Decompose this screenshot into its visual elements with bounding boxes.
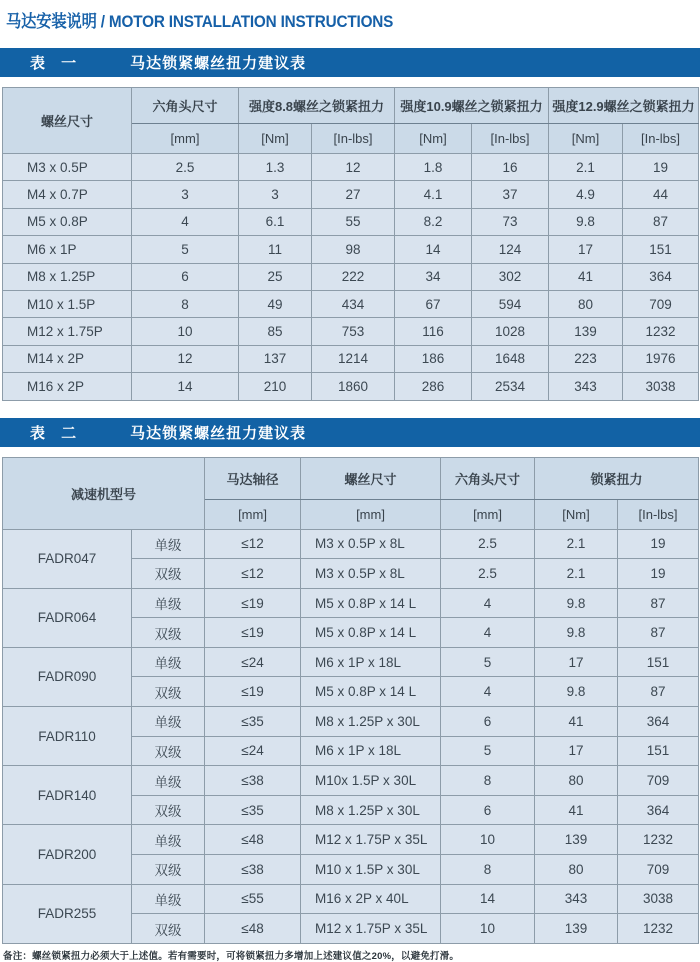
- table1-cell-nm88: 85: [239, 318, 312, 345]
- table1-unit-nm-88: [Nm]: [239, 124, 312, 154]
- table1-cell-nm109: 286: [395, 373, 472, 400]
- table1-cell-nm109: 1.8: [395, 154, 472, 181]
- table1-cell-in109: 1028: [472, 318, 549, 345]
- table2-cell-nm: 17: [535, 647, 618, 677]
- table2-cell-stage: 单级: [132, 707, 205, 737]
- table1-cell-nm109: 14: [395, 236, 472, 263]
- table2-cell-screw: M5 x 0.8P x 14 L: [301, 588, 441, 618]
- table2-cell-stage: 单级: [132, 825, 205, 855]
- table2-header-torque: 锁紧扭力: [535, 457, 699, 499]
- table2-row: [3, 766, 699, 796]
- table2-row: [3, 529, 699, 559]
- table2-cell-shaft: ≤19: [205, 677, 301, 707]
- table2-cell-hex: 4: [441, 618, 535, 648]
- table1-tag: 表 一: [30, 55, 83, 72]
- table1-cell-hex: 2.5: [132, 154, 239, 181]
- table2-cell-nm: 9.8: [535, 618, 618, 648]
- table2-cell-screw: M16 x 2P x 40L: [301, 884, 441, 914]
- table1-cell-hex: 14: [132, 373, 239, 400]
- torque-recommendation-table-2: [2, 457, 699, 944]
- table2-cell-inlbs: 19: [618, 559, 699, 589]
- table2-unit-mm-shaft: [mm]: [205, 499, 301, 529]
- table2-cell-nm: 17: [535, 736, 618, 766]
- table2-cell-shaft: ≤12: [205, 559, 301, 589]
- table2-cell-hex: 5: [441, 647, 535, 677]
- table1-cell-screw: M3 x 0.5P: [3, 154, 132, 181]
- table1-cell-hex: 8: [132, 290, 239, 317]
- table2-cell-hex: 8: [441, 855, 535, 885]
- page-title: [6, 7, 700, 32]
- table1-cell-nm129: 2.1: [549, 154, 623, 181]
- table1-cell-nm109: 186: [395, 345, 472, 372]
- table1-cell-nm129: 9.8: [549, 208, 623, 235]
- table2-cell-hex: 2.5: [441, 559, 535, 589]
- table1-cell-nm109: 8.2: [395, 208, 472, 235]
- table1-cell-in129: 87: [623, 208, 699, 235]
- table1-row: [3, 345, 699, 372]
- table1-header-row-groups: [3, 88, 699, 124]
- table1-row: [3, 236, 699, 263]
- table1-cell-in109: 302: [472, 263, 549, 290]
- table2-cell-model: FADR110: [3, 707, 132, 766]
- table2-cell-stage: 双级: [132, 677, 205, 707]
- table2-cell-inlbs: 151: [618, 647, 699, 677]
- table2-cell-nm: 9.8: [535, 677, 618, 707]
- table1-cell-hex: 5: [132, 236, 239, 263]
- table2-unit-mm-hex: [mm]: [441, 499, 535, 529]
- table2-section-bar: [0, 418, 700, 447]
- torque-recommendation-table-1: [2, 87, 699, 401]
- table1-cell-in88: 222: [312, 263, 395, 290]
- page-title-text: 马达安装说明 / MOTOR INSTALLATION INSTRUCTIONS: [6, 12, 394, 31]
- table1-body: [3, 154, 699, 401]
- table1-unit-mm: [mm]: [132, 124, 239, 154]
- table2-cell-nm: 9.8: [535, 588, 618, 618]
- table1-row: [3, 154, 699, 181]
- table1-cell-in109: 124: [472, 236, 549, 263]
- table2-cell-shaft: ≤24: [205, 736, 301, 766]
- table2-cell-screw: M5 x 0.8P x 14 L: [301, 618, 441, 648]
- table2-cell-shaft: ≤19: [205, 588, 301, 618]
- table2-cell-hex: 6: [441, 795, 535, 825]
- table1-cell-in129: 19: [623, 154, 699, 181]
- table2-cell-hex: 4: [441, 677, 535, 707]
- table2-header-model: 减速机型号: [3, 457, 205, 529]
- table2-cell-screw: M10x 1.5P x 30L: [301, 766, 441, 796]
- table2-cell-inlbs: 87: [618, 677, 699, 707]
- table1-cell-screw: M6 x 1P: [3, 236, 132, 263]
- table2-tag: 表 二: [30, 424, 83, 442]
- table2-cell-hex: 8: [441, 766, 535, 796]
- table1-header-screw-size: 螺丝尺寸: [3, 88, 132, 154]
- table2-cell-hex: 2.5: [441, 529, 535, 559]
- table2-row: [3, 825, 699, 855]
- table1-cell-in109: 2534: [472, 373, 549, 400]
- table2-cell-nm: 139: [535, 914, 618, 944]
- table2-cell-model: FADR140: [3, 766, 132, 825]
- table2-cell-stage: 单级: [132, 766, 205, 796]
- table1-cell-in88: 1860: [312, 373, 395, 400]
- table2-cell-screw: M5 x 0.8P x 14 L: [301, 677, 441, 707]
- table1-cell-in109: 16: [472, 154, 549, 181]
- table2-cell-nm: 139: [535, 825, 618, 855]
- table2-cell-stage: 单级: [132, 529, 205, 559]
- table2-cell-stage: 单级: [132, 588, 205, 618]
- table1-cell-in88: 55: [312, 208, 395, 235]
- table2-cell-model: FADR255: [3, 884, 132, 943]
- table1-cell-screw: M8 x 1.25P: [3, 263, 132, 290]
- table2-cell-nm: 2.1: [535, 529, 618, 559]
- table2-cell-stage: 双级: [132, 914, 205, 944]
- table1-unit-inlbs-109: [In-lbs]: [472, 124, 549, 154]
- table1-cell-screw: M12 x 1.75P: [3, 318, 132, 345]
- table2-cell-screw: M8 x 1.25P x 30L: [301, 795, 441, 825]
- table1-unit-nm-109: [Nm]: [395, 124, 472, 154]
- table2-cell-screw: M12 x 1.75P x 35L: [301, 914, 441, 944]
- table1-caption: 马达锁紧螺丝扭力建议表: [130, 55, 307, 72]
- table1-cell-hex: 6: [132, 263, 239, 290]
- table2-cell-stage: 双级: [132, 736, 205, 766]
- table2-caption: 马达锁紧螺丝扭力建议表: [130, 424, 307, 442]
- table1-cell-nm109: 116: [395, 318, 472, 345]
- table2-cell-inlbs: 364: [618, 795, 699, 825]
- table1-cell-nm109: 67: [395, 290, 472, 317]
- table1-cell-in129: 44: [623, 181, 699, 208]
- table2-cell-screw: M3 x 0.5P x 8L: [301, 529, 441, 559]
- table1-cell-in129: 1232: [623, 318, 699, 345]
- table2-cell-inlbs: 1232: [618, 825, 699, 855]
- table2-cell-inlbs: 1232: [618, 914, 699, 944]
- table1-section-bar: [0, 48, 700, 77]
- table1-cell-in129: 364: [623, 263, 699, 290]
- table1-cell-in109: 73: [472, 208, 549, 235]
- table2-cell-stage: 双级: [132, 559, 205, 589]
- table1-cell-in129: 3038: [623, 373, 699, 400]
- table1-cell-nm88: 49: [239, 290, 312, 317]
- table2-body: [3, 529, 699, 943]
- table1-cell-screw: M5 x 0.8P: [3, 208, 132, 235]
- table1-cell-nm129: 4.9: [549, 181, 623, 208]
- table1-cell-screw: M16 x 2P: [3, 373, 132, 400]
- table1-cell-in88: 27: [312, 181, 395, 208]
- table2-cell-shaft: ≤38: [205, 855, 301, 885]
- table2-cell-nm: 41: [535, 707, 618, 737]
- table1-cell-in88: 434: [312, 290, 395, 317]
- table1-header-hex-size: 六角头尺寸: [132, 88, 239, 124]
- table2-cell-stage: 单级: [132, 884, 205, 914]
- table1-cell-hex: 12: [132, 345, 239, 372]
- table1-cell-nm109: 34: [395, 263, 472, 290]
- table2-cell-screw: M6 x 1P x 18L: [301, 736, 441, 766]
- table2-cell-screw: M6 x 1P x 18L: [301, 647, 441, 677]
- table1-cell-nm88: 137: [239, 345, 312, 372]
- table2-header-row-groups: [3, 457, 699, 499]
- table1-cell-nm88: 1.3: [239, 154, 312, 181]
- table2-cell-shaft: ≤19: [205, 618, 301, 648]
- table2-cell-shaft: ≤12: [205, 529, 301, 559]
- table2-cell-model: FADR047: [3, 529, 132, 588]
- table2-unit-inlbs: [In-lbs]: [618, 499, 699, 529]
- table2-header-hex-size: 六角头尺寸: [441, 457, 535, 499]
- table2-cell-hex: 4: [441, 588, 535, 618]
- table2-cell-shaft: ≤48: [205, 914, 301, 944]
- table2-cell-screw: M12 x 1.75P x 35L: [301, 825, 441, 855]
- table1-cell-in88: 12: [312, 154, 395, 181]
- table2-cell-hex: 5: [441, 736, 535, 766]
- table1-cell-nm129: 17: [549, 236, 623, 263]
- table2-cell-nm: 80: [535, 855, 618, 885]
- table1-row: [3, 290, 699, 317]
- table2-header-shaft: 马达轴径: [205, 457, 301, 499]
- table2-cell-inlbs: 3038: [618, 884, 699, 914]
- table1-header-grade-12-9: 强度12.9螺丝之锁紧扭力: [549, 88, 699, 124]
- table1-header-grade-8-8: 强度8.8螺丝之锁紧扭力: [239, 88, 395, 124]
- table2-row: [3, 588, 699, 618]
- table2-cell-nm: 41: [535, 795, 618, 825]
- table2-cell-inlbs: 151: [618, 736, 699, 766]
- table1-cell-in88: 1214: [312, 345, 395, 372]
- table1-cell-hex: 3: [132, 181, 239, 208]
- table1-cell-hex: 4: [132, 208, 239, 235]
- table2-row: [3, 884, 699, 914]
- table2-cell-nm: 343: [535, 884, 618, 914]
- table2-cell-nm: 80: [535, 766, 618, 796]
- table2-cell-shaft: ≤48: [205, 825, 301, 855]
- table1-header-grade-10-9: 强度10.9螺丝之锁紧扭力: [395, 88, 549, 124]
- table1-cell-in129: 709: [623, 290, 699, 317]
- table2-cell-shaft: ≤38: [205, 766, 301, 796]
- table2-cell-inlbs: 19: [618, 529, 699, 559]
- table1-cell-nm88: 25: [239, 263, 312, 290]
- table1-cell-nm88: 11: [239, 236, 312, 263]
- table2-cell-shaft: ≤24: [205, 647, 301, 677]
- table1-cell-nm88: 210: [239, 373, 312, 400]
- table2-cell-shaft: ≤35: [205, 795, 301, 825]
- table2-cell-hex: 6: [441, 707, 535, 737]
- table1-cell-nm129: 139: [549, 318, 623, 345]
- table1-cell-in88: 753: [312, 318, 395, 345]
- table2-cell-inlbs: 709: [618, 766, 699, 796]
- table2-row: [3, 707, 699, 737]
- table2-cell-shaft: ≤55: [205, 884, 301, 914]
- table1-cell-screw: M4 x 0.7P: [3, 181, 132, 208]
- table2-cell-hex: 10: [441, 825, 535, 855]
- table2-cell-stage: 双级: [132, 618, 205, 648]
- table1-cell-hex: 10: [132, 318, 239, 345]
- table2-cell-stage: 单级: [132, 647, 205, 677]
- table1-cell-nm129: 343: [549, 373, 623, 400]
- table1-cell-nm129: 41: [549, 263, 623, 290]
- table2-cell-screw: M10 x 1.5P x 30L: [301, 855, 441, 885]
- table1-cell-nm88: 6.1: [239, 208, 312, 235]
- table2-unit-nm: [Nm]: [535, 499, 618, 529]
- table2-cell-hex: 10: [441, 914, 535, 944]
- table2-cell-inlbs: 709: [618, 855, 699, 885]
- table2-cell-model: FADR090: [3, 647, 132, 706]
- table2-cell-stage: 双级: [132, 855, 205, 885]
- table1-cell-nm88: 3: [239, 181, 312, 208]
- table2-cell-model: FADR200: [3, 825, 132, 884]
- table1-cell-nm129: 80: [549, 290, 623, 317]
- table2-cell-inlbs: 87: [618, 618, 699, 648]
- table1-cell-screw: M10 x 1.5P: [3, 290, 132, 317]
- table1-cell-in109: 594: [472, 290, 549, 317]
- table2-cell-shaft: ≤35: [205, 707, 301, 737]
- table1-cell-in129: 1976: [623, 345, 699, 372]
- table1-row: [3, 208, 699, 235]
- table1-row: [3, 318, 699, 345]
- table2-cell-hex: 14: [441, 884, 535, 914]
- table1-cell-screw: M14 x 2P: [3, 345, 132, 372]
- table1-cell-in129: 151: [623, 236, 699, 263]
- table1-cell-in88: 98: [312, 236, 395, 263]
- table2-cell-screw: M3 x 0.5P x 8L: [301, 559, 441, 589]
- table1-cell-in109: 1648: [472, 345, 549, 372]
- table2-cell-stage: 双级: [132, 795, 205, 825]
- table1-cell-nm109: 4.1: [395, 181, 472, 208]
- table2-unit-mm-screw: [mm]: [301, 499, 441, 529]
- table2-row: [3, 647, 699, 677]
- table1-unit-inlbs-88: [In-lbs]: [312, 124, 395, 154]
- table2-cell-model: FADR064: [3, 588, 132, 647]
- table1-row: [3, 181, 699, 208]
- table1-cell-in109: 37: [472, 181, 549, 208]
- table1-cell-nm129: 223: [549, 345, 623, 372]
- table2-cell-inlbs: 364: [618, 707, 699, 737]
- table2-cell-nm: 2.1: [535, 559, 618, 589]
- table1-unit-nm-129: [Nm]: [549, 124, 623, 154]
- table1-row: [3, 373, 699, 400]
- table1-unit-inlbs-129: [In-lbs]: [623, 124, 699, 154]
- footnote: 备注：螺丝锁紧扭力必须大于上述值。若有需要时，可将锁紧扭力多增加上述建议值之20%，以避免打滑。: [3, 950, 460, 962]
- table2-cell-inlbs: 87: [618, 588, 699, 618]
- table2-cell-screw: M8 x 1.25P x 30L: [301, 707, 441, 737]
- table1-row: [3, 263, 699, 290]
- table2-header-screw-size: 螺丝尺寸: [301, 457, 441, 499]
